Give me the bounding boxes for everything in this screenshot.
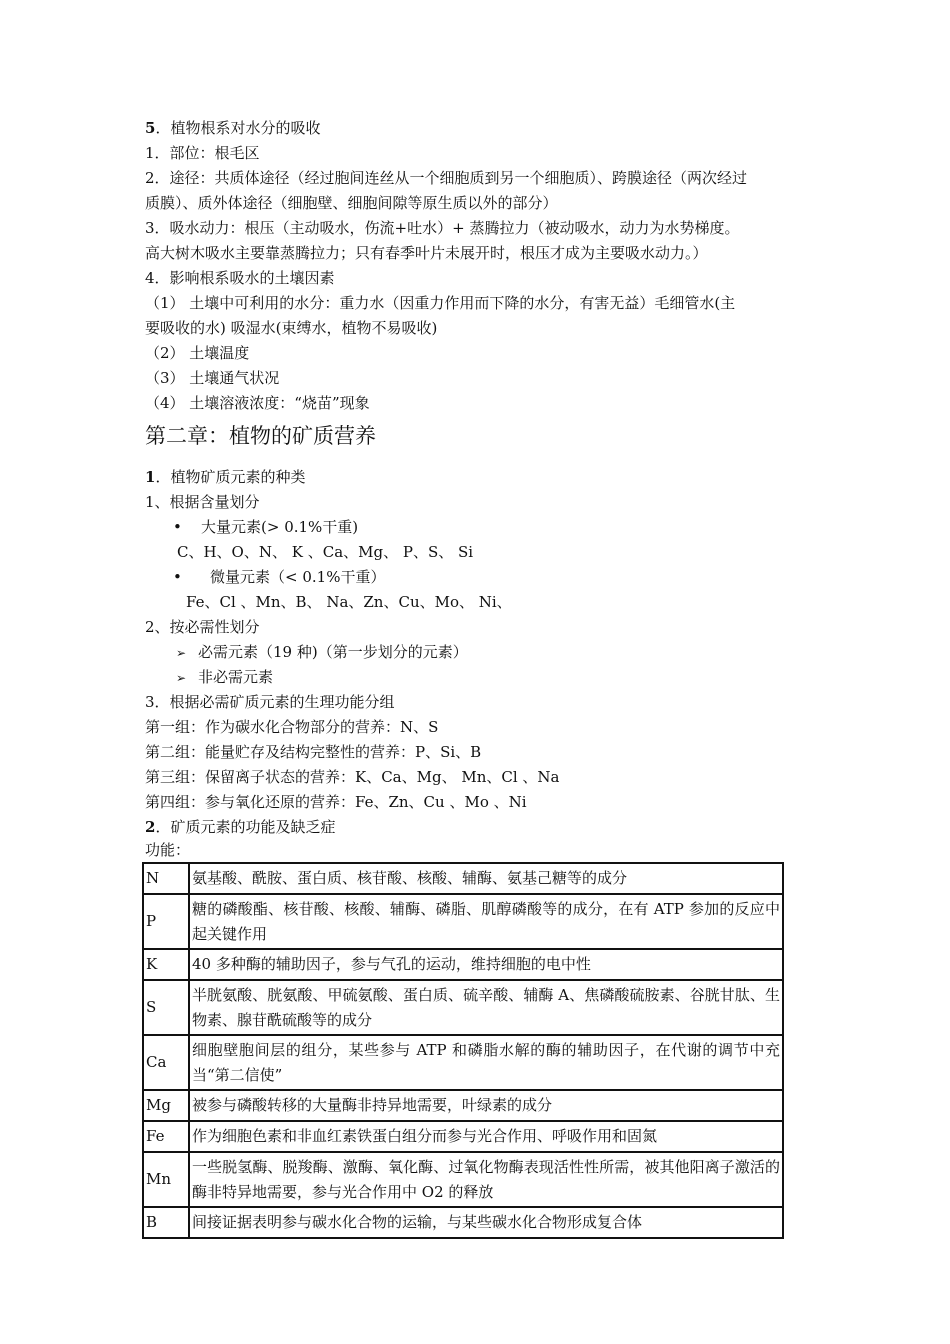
arrow-bullet-icon: ➢	[176, 646, 187, 660]
function-cell: 一些脱氢酶、脱羧酶、激酶、氧化酶、过氧化物酶表现活性性所需，被其他阳离子激活的酶非特异地需要，参与光合作用中 O2 的释放	[189, 1152, 783, 1207]
section5-item1: 1．部位：根毛区	[145, 144, 260, 162]
part2-title: 2．矿质元素的功能及缺乏症	[145, 818, 336, 836]
section5-title: 5．植物根系对水分的吸收	[145, 119, 321, 137]
function-cell: 40 多种酶的辅助因子，参与气孔的运动，维持细胞的电中性	[189, 949, 783, 980]
element-cell: Mn	[143, 1152, 189, 1207]
table-row	[143, 1090, 783, 1121]
section5-sub2: （2） 土壤温度	[145, 344, 250, 362]
element-cell: Mg	[143, 1090, 189, 1121]
element-cell: Fe	[143, 1121, 189, 1152]
table-row	[143, 980, 783, 1035]
table-row	[143, 863, 783, 894]
bullet-icon: •	[173, 568, 182, 586]
section5-sub1-line1: （1） 土壤中可利用的水分：重力水（因重力作用而下降的水分，有害无益）毛细管水(主	[145, 294, 736, 312]
element-cell: S	[143, 980, 189, 1035]
function-cell: 氨基酸、酰胺、蛋白质、核苷酸、核酸、辅酶、氨基己糖等的成分	[189, 863, 783, 894]
section5-item4: 4．影响根系吸水的土壤因素	[145, 269, 335, 287]
element-cell: Ca	[143, 1035, 189, 1090]
section5-item2-line1: 2．途径：共质体途径（经过胞间连丝从一个细胞质到另一个细胞质）、跨膜途径（两次经过	[145, 169, 748, 187]
section5-item3-line2: 高大树木吸水主要靠蒸腾拉力；只有春季叶片未展开时，根压才成为主要吸水动力。）	[145, 244, 708, 262]
element-cell: K	[143, 949, 189, 980]
function-label: 功能：	[145, 841, 191, 859]
element-cell: B	[143, 1207, 189, 1238]
bullet-icon: •	[173, 518, 182, 536]
arrow-bullet-icon: ➢	[176, 671, 187, 685]
function-cell: 半胱氨酸、胱氨酸、甲硫氨酸、蛋白质、硫辛酸、辅酶 A、焦磷酸硫胺素、谷胱甘肽、生物素、腺苷酰硫酸等的成分	[189, 980, 783, 1035]
function-cell: 作为细胞色素和非血红素铁蛋白组分而参与光合作用、呼吸作用和固氮	[189, 1121, 783, 1152]
by-content-heading: 1、根据含量划分	[145, 493, 260, 511]
function-cell: 糖的磷酸酯、核苷酸、核酸、辅酶、磷脂、肌醇磷酸等的成分，在有 ATP 参加的反应中起关键作用	[189, 894, 783, 949]
element-cell: N	[143, 863, 189, 894]
group3: 第三组：保留离子状态的营养：K、Ca、Mg、 Mn、Cl 、Na	[145, 768, 560, 786]
macro-elements-label: • 大量元素(> 0.1%干重)	[173, 515, 843, 540]
micro-elements-label: • 微量元素（< 0.1%干重）	[173, 565, 843, 590]
group1: 第一组：作为碳水化合物部分的营养：N、S	[145, 718, 439, 736]
table-row	[143, 1152, 783, 1207]
table-row	[143, 894, 783, 949]
table-row	[143, 1035, 783, 1090]
table-row	[143, 1207, 783, 1238]
function-cell: 细胞壁胞间层的组分，某些参与 ATP 和磷脂水解的酶的辅助因子，在代谢的调节中充当“第二信使”	[189, 1035, 783, 1090]
group2: 第二组：能量贮存及结构完整性的营养：P、Si、B	[145, 743, 482, 761]
macro-elements-list: C、H、O、N、 K 、Ca、Mg、 P、S、 Si	[177, 543, 474, 561]
element-cell: P	[143, 894, 189, 949]
section5-sub1-line2: 要吸收的水) 吸湿水(束缚水，植物不易吸收)	[145, 319, 438, 337]
function-cell: 被参与磷酸转移的大量酶非持异地需要，叶绿素的成分	[189, 1090, 783, 1121]
nonessential-elements: ➢ 非必需元素	[176, 665, 846, 691]
group4: 第四组：参与氧化还原的营养：Fe、Zn、Cu 、Mo 、Ni	[145, 793, 527, 811]
by-function-heading: 3．根据必需矿质元素的生理功能分组	[145, 693, 395, 711]
chapter-heading: 第二章：植物的矿质营养	[145, 424, 376, 448]
essential-elements: ➢ 必需元素（19 种)（第一步划分的元素）	[176, 640, 846, 666]
section5-sub4: （4） 土壤溶液浓度：“烧苗”现象	[145, 394, 370, 412]
function-cell: 间接证据表明参与碳水化合物的运输，与某些碳水化合物形成复合体	[189, 1207, 783, 1238]
section5-sub3: （3） 土壤通气状况	[145, 369, 280, 387]
section5-item2-line2: 质膜）、质外体途径（细胞壁、细胞间隙等原生质以外的部分）	[145, 194, 558, 212]
section5-item3-line1: 3．吸水动力：根压（主动吸水，伤流+吐水）+ 蒸腾拉力（被动吸水，动力为水势梯度。	[145, 219, 740, 237]
element-function-table	[142, 862, 784, 1239]
table-row	[143, 1121, 783, 1152]
part1-title: 1．植物矿质元素的种类	[145, 468, 306, 486]
by-necessity-heading: 2、按必需性划分	[145, 618, 260, 636]
table-row	[143, 949, 783, 980]
micro-elements-list: Fe、Cl 、Mn、B、 Na、Zn、Cu、Mo、 Ni、	[186, 593, 512, 611]
